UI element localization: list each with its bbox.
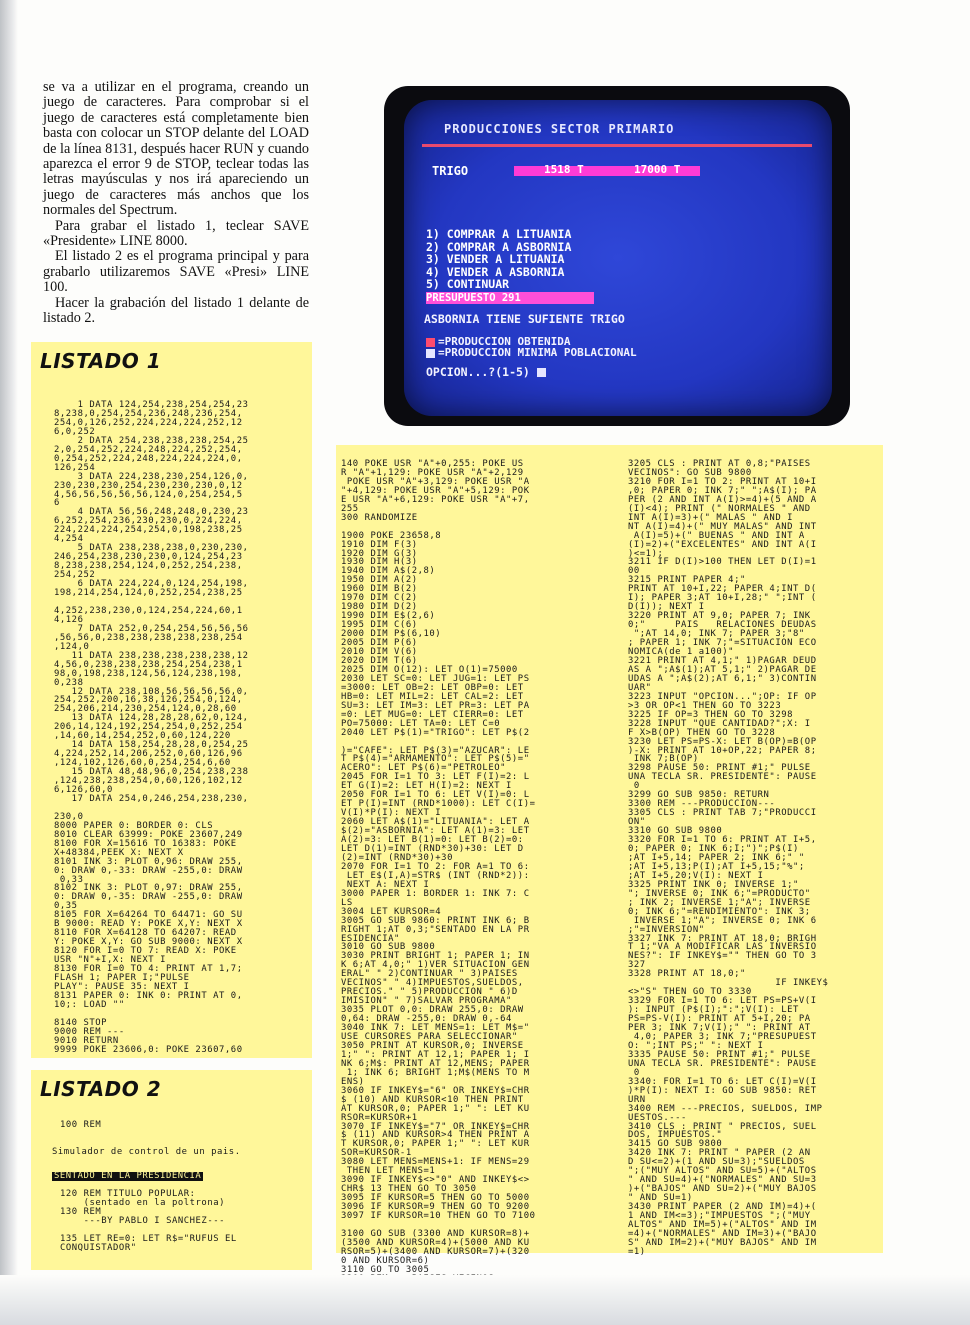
production-max: 17000 T <box>634 163 681 176</box>
screen-title: PRODUCCIONES SECTOR PRIMARIO <box>444 122 675 136</box>
listado1-code: 1 DATA 124,254,238,254,254,23 8,238,0,254,254,236,248,236,254, 254,0,126,252,224,224,224,252,12 6,0,252 2 DATA 254,238,238,238,254,25 2,0,254,252,224,248,224,252,254, 0,254,252,224,248,224,224,224,0, 126,254 3 DATA 224,238,230,254,126,0, 230,230,230,254,230,230,230,0,12 4,56,56,56,56,56,124,0,254,254,5 6 4 DATA 56,56,248,248,0,230,23 6,252,254,236,230,230,0,224,224, 224,224,224,254,254,0,198,238,25 4,254 5 DATA 238,238,238,0,230,230, 246,254,238,230,230,0,124,254,23 8,238,238,254,124,0,252,254,238, 254,252 6 DATA 224,224,0,124,254,198, 198,214,254,124,0,252,254,238,25 4,252,238,230,0,124,254,224,60,1 4,126 7 DATA 252,0,254,254,56,56,56 ,56,56,0,238,238,238,238,238,254 ,124,0 11 DATA 238,238,238,238,238,12 4,56,0,238,238,238,254,254,238,1 98,0,198,238,124,56,124,238,198, 0,238 12 DATA 238,108,56,56,56,56,0, 254,252,200,16,38,126,254,0,124, 254,206,214,230,254,124,0,28,60 13 DATA 124,28,28,28,62,0,124, 206,14,124,192,254,254,0,252,254 ,14,60,14,254,252,0,60,124,220 14 DATA 158,254,28,28,0,254,25 4,224,252,14,206,252,0,60,126,96 ,124,102,126,60,0,254,254,6,60 15 DATA 48,48,96,0,254,238,238 ,124,238,238,254,0,60,126,102,12 6,126,60,0 17 DATA 254,0,246,254,238,230, 230,0 8000 PAPER 0: BORDER 0: CLS 8010 CLEAR 63999: POKE 23607,249 8100 FOR X=15616 TO 16383: POKE X+48384,PEEK X: NEXT X 8101 INK 3: PLOT 0,96: DRAW 255, 0: DRAW 0,-33: DRAW -255,0: DRAW 0,33 8102 INK 3: PLOT 0,97: DRAW 255, 0: DRAW 0,-35: DRAW -255,0: DRAW 0,35 8105 FOR X=64264 TO 64471: GO SU B 9000: READ Y: POKE X,Y: NEXT X 8110 FOR X=64128 TO 64207: READ Y: POKE X,Y: GO SUB 9000: NEXT X 8120 FOR I=0 TO 7: READ X: POKE USR "N"+I,X: NEXT I 8130 FOR I=0 TO 4: PRINT AT 1,7; FLASH 1; PAPER I;"PULSE PLAY": PAUSE 35: NEXT I 8131 PAPER 0: INK 0: PRINT AT 0, 10;: LOAD "" 8140 STOP 9000 REM --- 9010 RETURN 9999 POKE 23606,0: POKE 23607,60 <box>54 400 249 1055</box>
legend-white-square <box>426 349 435 358</box>
listado2-line-desc: Simulador de control de un pais. <box>52 1147 241 1157</box>
intro-paragraph: Para grabar el listado 1, teclear SAVE «Presidente» LINE 8000. <box>43 217 309 250</box>
listado2-heading: LISTADO 2 <box>40 1077 162 1101</box>
intro-paragraph: se va a utilizar en el programa, creando un juego de caracteres. Para comprobar si el juego de caracteres está completamente bien basta con colocar un STOP delante del LOAD de la línea 8131, después hacer RUN y cuando aparezca el error 9 de STOP, teclear todas las letras mayúsculas y nos irá apareciendo un juego de caracteres más anchos que los normales del Spectrum. <box>43 79 309 219</box>
page-bottom-shadow <box>0 1275 970 1325</box>
listado1-heading: LISTADO 1 <box>40 349 162 373</box>
cursor-block <box>537 368 546 377</box>
legend-obtenida: =PRODUCCION OBTENIDA <box>438 335 571 348</box>
screen-presupuesto: PRESUPUESTO 291 <box>426 292 594 304</box>
production-unit: T <box>577 163 584 176</box>
screen-legend <box>426 336 637 358</box>
intro-paragraph: Hacer la grabación del listado 1 delante de listado 2. <box>43 294 309 327</box>
listado2-line-rem: 100 REM <box>60 1120 102 1130</box>
screen-menu <box>426 228 571 291</box>
screen-rule <box>422 144 812 147</box>
page-gutter-shadow <box>0 0 18 1325</box>
inverse-title: SENTADO EN LA PRESIDENCIA <box>54 1171 202 1181</box>
legend-red-square <box>426 338 435 347</box>
listado2-col3-code: 3205 CLS : PRINT AT 0,8;"PAISES VECINOS": GO SUB 9800 3210 FOR I=1 TO 2: PRINT AT 10+I ,0; PAPER 0; INK 7;" ";A$(I); PA PER (2 AND INT A(I)>=4)+(5 AND A (I)<4); PRINT (" NORMALES " AND INT A(I)=3)+(" MALAS " AND I NT A(I)=4)+(" MUY MALAS" AND INT A(I)=5)+(" BUENAS " AND INT A (I)=2)+("EXCELENTES" AND INT A(I )<=1); 3211 IF D(I)>100 THEN LET D(I)=1 00 3215 PRINT PAPER 4;" PRINT AT 10+I,22; PAPER 4;INT D( I); PAPER 3;AT 10+I,28;" ";INT ( D(I)); NEXT I 3220 PRINT AT 9,0; PAPER 7; INK 0;" PAIS RELACIONES DEUDAS ";AT 14,0; INK 7; PAPER 3;"8" ; PAPER 1; INK 7;"=SITUACION ECO NOMICA(de 1 a100)" 3221 PRINT AT 4,1;" 1)PAGAR DEUD AS A ";A$(1);AT 5,1;" 2)PAGAR DE UDAS A ";A$(2);AT 6,1;" 3)CONTIN UAR" 3223 INPUT "OPCION...";OP: IF OP >3 OR OP<1 THEN GO TO 3223 3225 IF OP=3 THEN GO TO 3298 3228 INPUT "QUE CANTIDAD?";X: I F X>B(OP) THEN GO TO 3228 3230 LET PS=PS-X: LET B(OP)=B(OP )-X: PRINT AT 10+OP,22; PAPER 8; INK 7;B(OP) 3298 PAUSE 50: PRINT #1;" PULSE UNA TECLA SR. PRESIDENTE": PAUSE 0 3299 GO SUB 9850: RETURN 3300 REM ---PRODUCCION--- 3305 CLS : PRINT TAB 7;"PRODUCCI ON" 3310 GO SUB 9800 3320 FOR I=1 TO 6: PRINT AT I+5, 0; PAPER 0; INK 6;I;")";P$(I) ;AT I+5,14; PAPER 2; INK 6;" " ;AT I+5,13;P(I);AT I+5,15;"%"; ;AT I+5,20;V(I): NEXT I 3325 PRINT INK 0; INVERSE 1;" "; INVERSE 0; INK 6;"=PRODUCTO" ; INK 2; INVERSE 1;"A"; INVERSE 0; INK 6;"=RENDIMIENTO": INK 3; INVERSE 1;"A"; INVERSE 0; INK 6 ;"=INVERSION" 3327 INK 7: PRINT AT 18,0; BRIGH T 1;"VA A MODIFICAR LAS INVERSIO NES?": IF INKEY$="" THEN GO TO 3 327 3328 PRINT AT 18,0;" IF INKEY$ <>"S" THEN GO TO 3330 3329 FOR I=1 TO 6: LET PS=PS+V(I ): INPUT (P$(I);":";V(I): LET PS=PS-V(I): PRINT AT 5+I,20; PA PER 3; INK 7;V(I);" ": PRINT AT 4,0; PAPER 3; INK 7;"PRESUPUEST O: ";INT PS;" ": NEXT I 3335 PAUSE 50: PRINT #1;" PULSE UNA TECLA SR. PRESIDENTE": PAUSE 0 3340: FOR I=1 TO 6: LET C(I)=V(I )*P(I): NEXT I: GO SUB 9850: RET URN 3400 REM ---PRECIOS, SUELDOS, IMP UESTOS.--- 3410 CLS : PRINT " PRECIOS, SUEL DOS, IMPUESTOS." 3415 GO SUB 9800 3420 INK 7: PRINT " PAPER (2 AN D SU<=2)+(1 AND SU=3);"SUELDOS ";("MUY ALTOS" AND SU=5)+("ALTOS " AND SU=4)+("NORMALES" AND SU=3 )+("BAJOS" AND SU=2)+("MUY BAJOS " AND SU=1) 3430 PRINT PAPER (2 AND IM)=4)+( 1 AND IM<=3);"IMPUESTOS ";("MUY ALTOS" AND IM=5)+("ALTOS" AND IM =4)+("NORMALES" AND IM=3)+("BAJO S" AND IM=2)+("MUY BAJOS" AND IM =1) <box>628 459 829 1257</box>
menu-item: 4) VENDER A ASBORNIA <box>426 264 565 279</box>
listado2-code: 120 REM TITULO POPULAR: (sentado en la poltrona) 130 REM ---BY PABLO I SANCHEZ--- 135 LET RE=0: LET R$="RUFUS EL CONQUISTADOR" <box>60 1189 237 1253</box>
listado2-col2-code: 140 POKE USR "A"+0,255: POKE US R "A"+1,129: POKE USR "A"+2,129 POKE USR "A"+3,129: POKE USR "A "+4,129: POKE USR "A"+5,129: POK E USR "A"+6,129: POKE USR "A"+7, 255 300 RANDOMIZE 1900 POKE 23658,8 1910 DIM F(3) 1920 DIM G(3) 1930 DIM H(3) 1940 DIM A$(2,8) 1950 DIM A(2) 1960 DIM B(2) 1970 DIM C(2) 1980 DIM D(2) 1990 DIM E$(2,6) 1995 DIM C(6) 2000 DIM P$(6,10) 2005 DIM P(6) 2010 DIM V(6) 2020 DIM T(6) 2025 DIM O(12): LET O(1)=75000 2030 LET SC=0: LET JUG=1: LET PS =3000: LET OB=2: LET OBP=0: LET HB=0: LET MIL=2: LET CAL=2: LET SU=3: LET IM=3: LET PR=3: LET PA =0: LET MUG=0: LET CIERR=0: LET PO=75000: LET TA=0: LET C=0 2040 LET P$(1)="TRIGO": LET P$(2 )="CAFE": LET P$(3)="AZUCAR": LE T P$(4)="ARMAMENTO": LET P$(5)=" ACERO": LET P$(6)="PETROLEO" 2045 FOR I=1 TO 3: LET F(I)=2: L ET G(I)=2: LET H(I)=2: NEXT I 2050 FOR I=1 TO 6: LET V(I)=0: L ET P(I)=INT (RND*1000): LET C(I)= V(I)*P(I): NEXT I 2060 LET A$(1)="LITUANIA": LET A $(2)="ASBORNIA": LET A(1)=3: LET A(2)=3: LET B(1)=0: LET B(2)=0: LET D(1)=INT (RND*30)+30: LET D (2)=INT (RND*30)+30 2070 FOR I=1 TO 2: FOR A=1 TO 6: LET E$(I,A)=STR$ (INT (RND*2)): NEXT A: NEXT I 3000 PAPER 1: BORDER 1: INK 7: C LS 3004 LET KURSOR=4 3005 GO SUB 9860: PRINT INK 6; B RIGHT 1;AT 0,3;"SENTADO EN LA PR ESIDENCIA" 3010 GO SUB 9800 3030 PRINT BRIGHT 1; PAPER 1; IN K 6;AT 4,0;" 1)VER SITUACION GEN ERAL" " 2)CONTINUAR " 3)PAISES VECINOS" " 4)IMPUESTOS,SUELDOS, PRECIOS." " 5)PRODUCCION " 6)D IMISION" " 7)SALVAR PROGRAMA" 3035 PLOT 0,0: DRAW 255,0: DRAW 0,64: DRAW -255,0: DRAW 0,-64 3040 INK 7: LET MENS=1: LET M$=" USE CURSORES PARA SELECCIONAR" 3050 PRINT AT KURSOR,0; INVERSE 1;" ": PRINT AT 12,1; PAPER 1; I NK 6;M$: PRINT AT 12,MENS; PAPER 1; INK 6; BRIGHT 1;M$(MENS TO M ENS) 3060 IF INKEY$="6" OR INKEY$=CHR $ (10) AND KURSOR<10 THEN PRINT AT KURSOR,0; PAPER 1;" ": LET KU RSOR=KURSOR+1 3070 IF INKEY$="7" OR INKEY$=CHR $ (11) AND KURSOR>4 THEN PRINT A T KURSOR,0; PAPER 1;" ": LET KUR SOR=KURSOR-1 3080 LET MENS=MENS+1: IF MENS=29 THEN LET MENS=1 3090 IF INKEY$<>"0" AND INKEY$<> CHR$ 13 THEN GO TO 3050 3095 IF KURSOR=5 THEN GO TO 5000 3096 IF KURSOR=9 THEN GO TO 9200 3097 IF KURSOR=10 THEN GO TO 7100 3100 GO SUB (3300 AND KURSOR=8)+ (3500 AND KURSOR=4)+(5000 AND KU RSOR=5)+(3400 AND KURSOR=7)+(320 0 AND KURSOR=6) 3110 GO TO 3005 <box>341 459 536 1275</box>
menu-item: 3) VENDER A LITUANIA <box>426 252 565 266</box>
production-amount: 1518 <box>544 163 571 176</box>
spectrum-screen-photo <box>404 100 832 416</box>
menu-item: 5) CONTINUAR <box>426 277 510 291</box>
intro-text <box>43 80 309 327</box>
menu-item: 1) COMPRAR A LITUANIA <box>426 227 572 241</box>
screen-product: TRIGO <box>432 164 469 178</box>
intro-paragraph: El listado 2 es el programa principal y para grabarlo utilizaremos SAVE «Presi» LINE 100. <box>43 248 309 296</box>
legend-minima: =PRODUCCION MINIMA POBLACIONAL <box>438 346 637 359</box>
screen-prompt <box>426 365 549 379</box>
screen-message: ASBORNIA TIENE SUFIENTE TRIGO <box>424 312 625 326</box>
listado2-inverse-line <box>52 1172 203 1181</box>
prompt-text: OPCION...?(1-5) <box>426 365 530 379</box>
production-value <box>544 163 584 176</box>
menu-item: 2) COMPRAR A ASBORNIA <box>426 239 572 254</box>
